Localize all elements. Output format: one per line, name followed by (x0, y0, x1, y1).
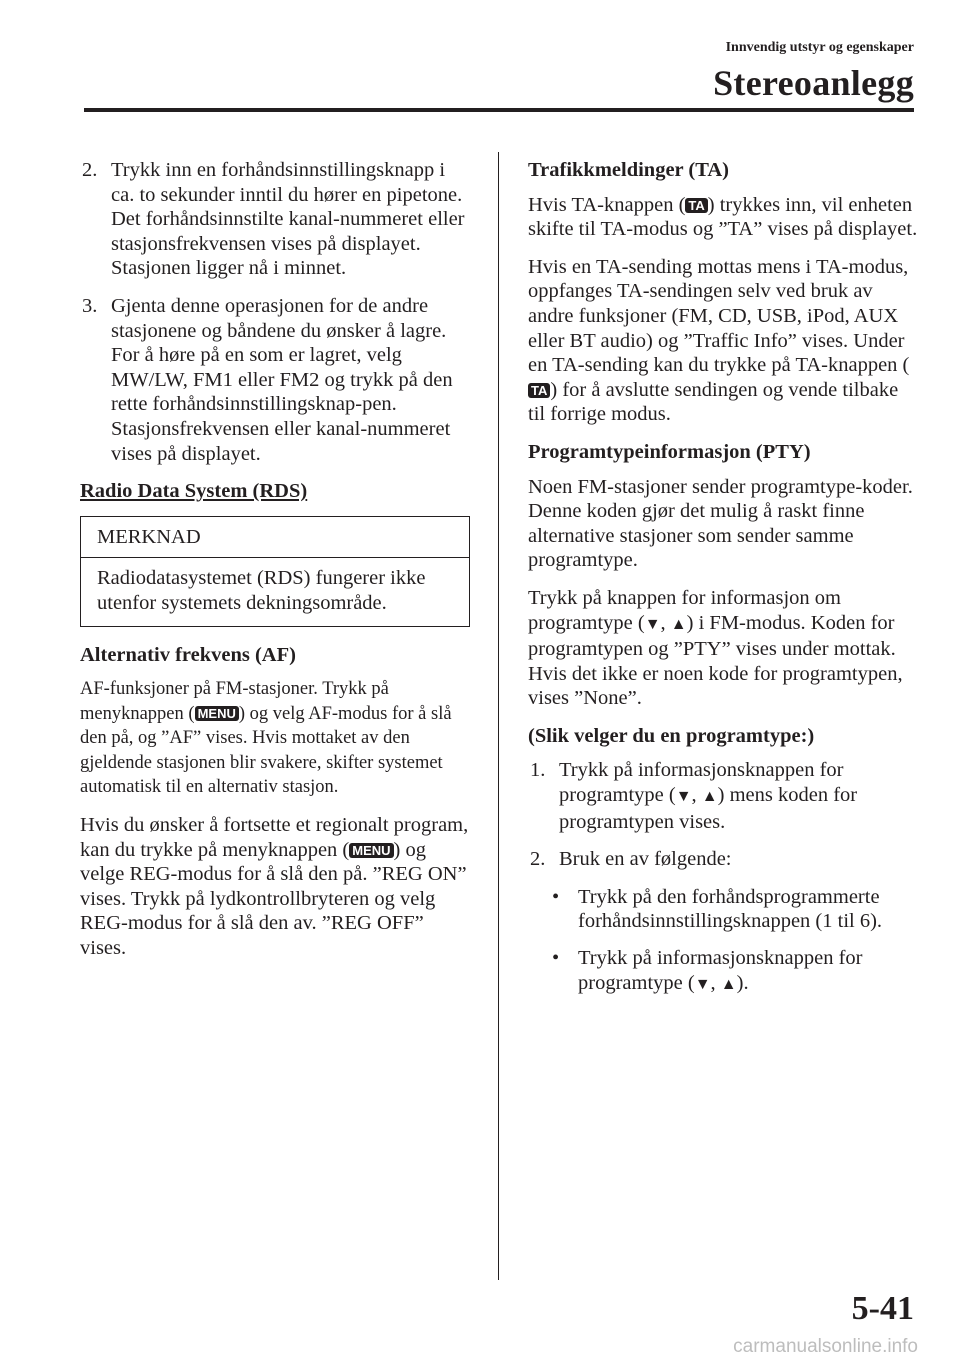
column-divider (498, 152, 499, 1280)
step-text: Trykk på informasjonsknappen for programtype (▼, ▲) mens koden for programtypen vises. (559, 759, 858, 833)
up-triangle-icon: ▲ (670, 615, 687, 633)
bullet-text: Trykk på den forhåndsprogrammerte forhåndsinnstillingsknappen (1 til 6). (578, 885, 883, 933)
step-text: Trykk inn en forhåndsinnstillingsknapp i ca. to sekunder inntil du hører en pipetone. Det forhåndsinnstilte kanal-nummeret eller stasjonsfrekvensen vises på displayet. Stasjonen ligger nå i minnet. (111, 159, 465, 280)
up-triangle-icon: ▲ (720, 975, 737, 993)
note-box (80, 516, 470, 627)
step-number: 2. (530, 848, 546, 871)
right-column (528, 158, 918, 1009)
select-step-1 (528, 758, 918, 834)
note-text: Radiodatasystemet (RDS) fungerer ikke utenfor systemets dekningsområde. (97, 567, 426, 614)
af-paragraph-2: Hvis du ønsker å fortsette et regionalt program, kan du trykke på menyknappen ( MENU ) og velge REG-modus for å slå den på. ”REG ON” vises. Trykk på lydkontrollbryteren og velg REG-modus for å slå den av. ”REG OFF” vises. (80, 814, 469, 960)
select-step-2 (528, 847, 918, 872)
step-text: Bruk en av følgende: (559, 848, 732, 871)
bullet-icon: • (552, 947, 560, 970)
down-triangle-icon: ▼ (675, 788, 692, 806)
select-heading: (Slik velger du en programtype:) (528, 724, 815, 747)
bullet-icon: • (552, 885, 560, 908)
step-number: 2. (82, 159, 98, 181)
page-number: 5-41 (851, 1290, 914, 1327)
af-heading: Alternativ frekvens (AF) (80, 643, 296, 666)
left-column (80, 158, 472, 974)
pty-paragraph-2: Trykk på knappen for informasjon om programtype (▼, ▲) i FM-modus. Koden for programtypen og ”PTY” vises under mottak. Hvis det ikke er noen kode for programtypen, vises ”None”. (528, 586, 903, 710)
header-subtitle: Innvendig utstyr og egenskaper (725, 40, 914, 55)
pty-heading: Programtypeinformasjon (PTY) (528, 440, 811, 463)
step-text: Gjenta denne operasjonen for de andre stasjonene og båndene du ønsker å lagre. For å høre på en som er lagret, velg MW/LW, FM1 eller FM2 og trykk på den rette forhåndsinnstillingsknap-pen. Stasjonsfrekvensen eller kanal-nummeret vises på displayet. (111, 294, 453, 465)
note-title: MERKNAD (81, 517, 469, 559)
menu-button-icon: MENU (195, 706, 239, 721)
bullet-text: Trykk på informasjonsknappen for programtype (▼, ▲). (578, 947, 863, 994)
bullet-item (552, 885, 918, 934)
af-paragraph-1: AF-funksjoner på FM-stasjoner. Trykk på menyknappen ( MENU ) og velg AF-modus for å slå den på, og ”AF” vises. Hvis mottaket av den gjeldende stasjonen blir svakere, skifter systemet automatisk til en alternativ stasjon. (80, 679, 452, 798)
down-triangle-icon: ▼ (644, 615, 661, 633)
step-number: 1. (530, 759, 546, 782)
step-2 (80, 158, 472, 281)
down-triangle-icon: ▼ (694, 975, 711, 993)
ta-heading: Trafikkmeldinger (TA) (528, 159, 730, 181)
watermark: carmanualsonline.info (733, 1336, 918, 1357)
ta-button-icon: TA (528, 383, 550, 398)
header-rule (84, 108, 914, 112)
page-title: Stereoanlegg (713, 63, 914, 103)
rds-heading: Radio Data System (RDS) (80, 480, 308, 503)
ta-button-icon: TA (685, 198, 707, 213)
bullet-item (552, 946, 918, 997)
up-triangle-icon: ▲ (701, 788, 718, 806)
pty-paragraph-1: Noen FM-stasjoner sender programtype-koder. Denne koden gjør det mulig å raskt finne alternative stasjoner som sender samme programtype. (528, 475, 913, 572)
menu-button-icon: MENU (349, 843, 393, 858)
ta-paragraph-1: Hvis TA-knappen ( TA ) trykkes inn, vil enheten skifte til TA-modus og ”TA” vises på displayet. (528, 193, 918, 241)
step-number: 3. (82, 294, 98, 317)
step-3 (80, 294, 472, 466)
ta-paragraph-2: Hvis en TA-sending mottas mens i TA-modus, oppfanges TA-sendingen selv ved bruk av andre funksjoner (FM, CD, USB, iPod, AUX eller BT audio) og ”Traffic Info” vises. Under en TA-sending kan du trykke på TA-knappen (TA ) for å avslutte sendingen og vende tilbake til forrige modus. (528, 255, 910, 426)
